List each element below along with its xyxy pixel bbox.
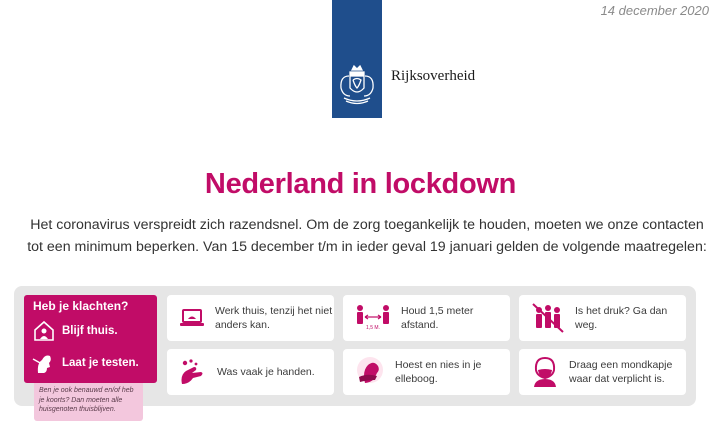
get-tested-label: Laat je testen. bbox=[62, 357, 139, 369]
stay-home-label: Blijf thuis. bbox=[62, 325, 118, 337]
distance-label: 1,5 M. bbox=[366, 325, 380, 331]
date-label: 14 december 2020 bbox=[600, 3, 709, 18]
laptop-icon bbox=[179, 308, 205, 328]
cough-elbow-icon bbox=[355, 357, 385, 387]
measure-cough bbox=[343, 349, 510, 395]
measure-distance bbox=[343, 295, 510, 341]
crowd-icon bbox=[531, 302, 565, 334]
distance-text: Houd 1,5 meter afstand. bbox=[401, 305, 474, 331]
wash-hands-text: Was vaak je handen. bbox=[217, 366, 315, 378]
house-person-icon bbox=[32, 319, 56, 343]
rijksoverheid-logo-band bbox=[332, 0, 382, 118]
measure-wash-hands bbox=[167, 349, 334, 395]
wash-hands-icon bbox=[179, 358, 207, 386]
mask-text: Draag een mondkapje waar dat verplicht is. bbox=[569, 359, 673, 385]
work-home-text: Werk thuis, tenzij het niet anders kan. bbox=[215, 305, 333, 331]
rijksoverheid-logo-text: Rijksoverheid bbox=[391, 68, 476, 84]
face-mask-icon bbox=[531, 356, 559, 388]
measure-crowd bbox=[519, 295, 686, 341]
complaints-note: Ben je ook benauwd en/of heb je koorts? Dan moeten alle huisgenoten thuisblijven. bbox=[34, 383, 143, 421]
distance-people-icon bbox=[355, 304, 391, 332]
page-title: Nederland in lockdown bbox=[204, 168, 517, 200]
coat-of-arms-icon bbox=[332, 62, 382, 108]
cough-text: Hoest en nies in je elleboog. bbox=[395, 359, 482, 385]
complaints-heading: Heb je klachten? bbox=[33, 299, 129, 313]
intro-paragraph: Het coronavirus verspreidt zich razendsnel. Om de zorg toegankelijk te houden, moeten we onze contacten tot een minimum beperken. Van 15 december t/m in ieder geval 19 januari gelden de volgende maatregelen: bbox=[27, 217, 707, 255]
measure-mask bbox=[519, 349, 686, 395]
crowd-text: Is het druk? Ga dan weg. bbox=[575, 305, 668, 331]
complaints-card bbox=[24, 295, 157, 383]
test-swab-icon bbox=[32, 351, 56, 375]
get-tested-row bbox=[32, 351, 139, 375]
stay-home-row bbox=[32, 319, 118, 343]
measure-work-home bbox=[167, 295, 334, 341]
